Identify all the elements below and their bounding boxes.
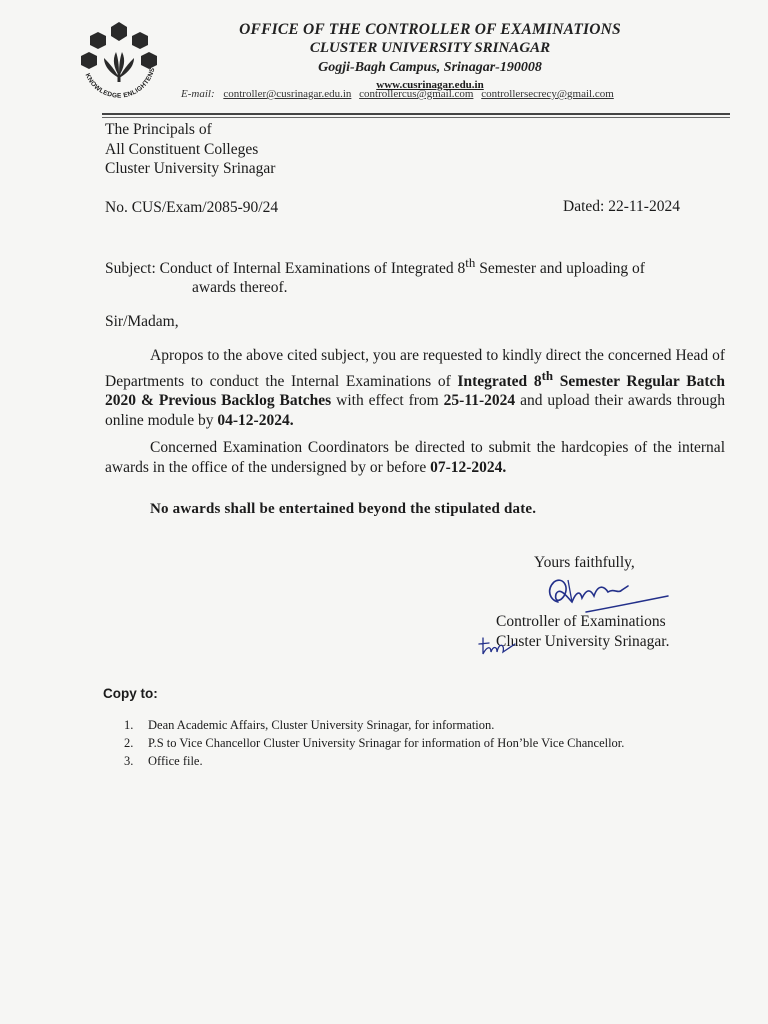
email-link[interactable]: controllercus@gmail.com bbox=[359, 88, 474, 100]
addressee-block bbox=[105, 120, 275, 179]
notice-line: No awards shall be entertained beyond the stipulated date. bbox=[150, 501, 537, 517]
para1-text: Apropos to the above cited subject, you are requested to kindly direct the concerned Head of Departments to conduct the Internal Examinations of bbox=[105, 347, 725, 390]
para2-bold-date: 07-12-2024. bbox=[430, 458, 507, 476]
logo-motto: KNOWLEDGE ENLIGHTENS bbox=[83, 66, 157, 100]
list-item bbox=[124, 716, 624, 734]
body-paragraph-2 bbox=[105, 438, 725, 477]
university-name: CLUSTER UNIVERSITY SRINAGAR bbox=[309, 40, 551, 56]
campus-address: Gogji-Bagh Campus, Srinagar-190008 bbox=[318, 60, 542, 75]
signatory-organisation: Cluster University Srinagar. bbox=[496, 632, 670, 650]
para1-bold-batches: Semester Regular Batch 2020 & Previous Backlog Batches bbox=[105, 372, 725, 410]
email-link[interactable]: controller@cusrinagar.edu.in bbox=[223, 88, 352, 100]
para1-bold-upload-date: 04-12-2024. bbox=[217, 411, 294, 429]
para1-bold-start-date: 25-11-2024 bbox=[443, 392, 516, 410]
office-title: OFFICE OF THE CONTROLLER OF EXAMINATIONS bbox=[239, 21, 621, 38]
university-logo-icon bbox=[78, 18, 160, 100]
para1-text: with effect from bbox=[331, 392, 444, 410]
subject-line bbox=[105, 253, 715, 297]
signatory-title: Controller of Examinations bbox=[496, 613, 666, 630]
para1-text: and upload their awards through online module by bbox=[105, 392, 725, 429]
para1-sup: th bbox=[541, 367, 554, 383]
initials-mark-icon bbox=[475, 634, 521, 662]
header-divider bbox=[102, 113, 730, 115]
salutation: Sir/Madam, bbox=[105, 313, 179, 330]
list-number: 2. bbox=[124, 736, 134, 750]
signatory-block bbox=[496, 612, 670, 651]
subject-continuation: awards thereof. bbox=[192, 279, 288, 297]
para1-bold-course: Integrated 8 bbox=[457, 372, 542, 390]
letterhead bbox=[180, 20, 680, 92]
list-text: P.S to Vice Chancellor Cluster University Srinagar for information of Hon’ble Vice Chancellor. bbox=[148, 736, 625, 750]
body-paragraph-1 bbox=[105, 346, 725, 430]
list-number: 1. bbox=[124, 718, 134, 732]
reference-number: No. CUS/Exam/2085-90/24 bbox=[105, 199, 279, 216]
copy-to-list bbox=[124, 716, 624, 770]
signature-icon bbox=[528, 572, 678, 616]
subject-text: Subject: Conduct of Internal Examinations of Integrated 8 bbox=[105, 260, 466, 278]
website-link[interactable]: www.cusrinagar.edu.in bbox=[376, 79, 484, 91]
list-item bbox=[124, 752, 624, 770]
email-link[interactable]: controllersecrecy@gmail.com bbox=[481, 88, 614, 100]
addressee-line: Cluster University Srinagar bbox=[105, 160, 276, 177]
addressee-line: The Principals of bbox=[105, 121, 212, 138]
subject-sup: th bbox=[465, 255, 476, 270]
subject-text-rest: Semester and uploading of bbox=[475, 260, 645, 278]
header-divider-thin bbox=[102, 117, 730, 118]
letter-date: Dated: 22-11-2024 bbox=[563, 198, 680, 215]
email-label: E-mail: bbox=[181, 88, 215, 100]
email-row bbox=[181, 88, 619, 100]
list-text: Dean Academic Affairs, Cluster University Srinagar, for information. bbox=[148, 718, 495, 732]
list-number: 3. bbox=[124, 754, 134, 768]
closing-line: Yours faithfully, bbox=[534, 554, 635, 571]
para2-text: Concerned Examination Coordinators be directed to submit the hardcopies of the internal awards in the office of the undersigned by or before bbox=[105, 439, 725, 476]
list-item bbox=[124, 734, 624, 752]
addressee-line: All Constituent Colleges bbox=[105, 140, 259, 158]
copy-to-heading: Copy to: bbox=[103, 686, 158, 701]
list-text: Office file. bbox=[148, 754, 203, 768]
